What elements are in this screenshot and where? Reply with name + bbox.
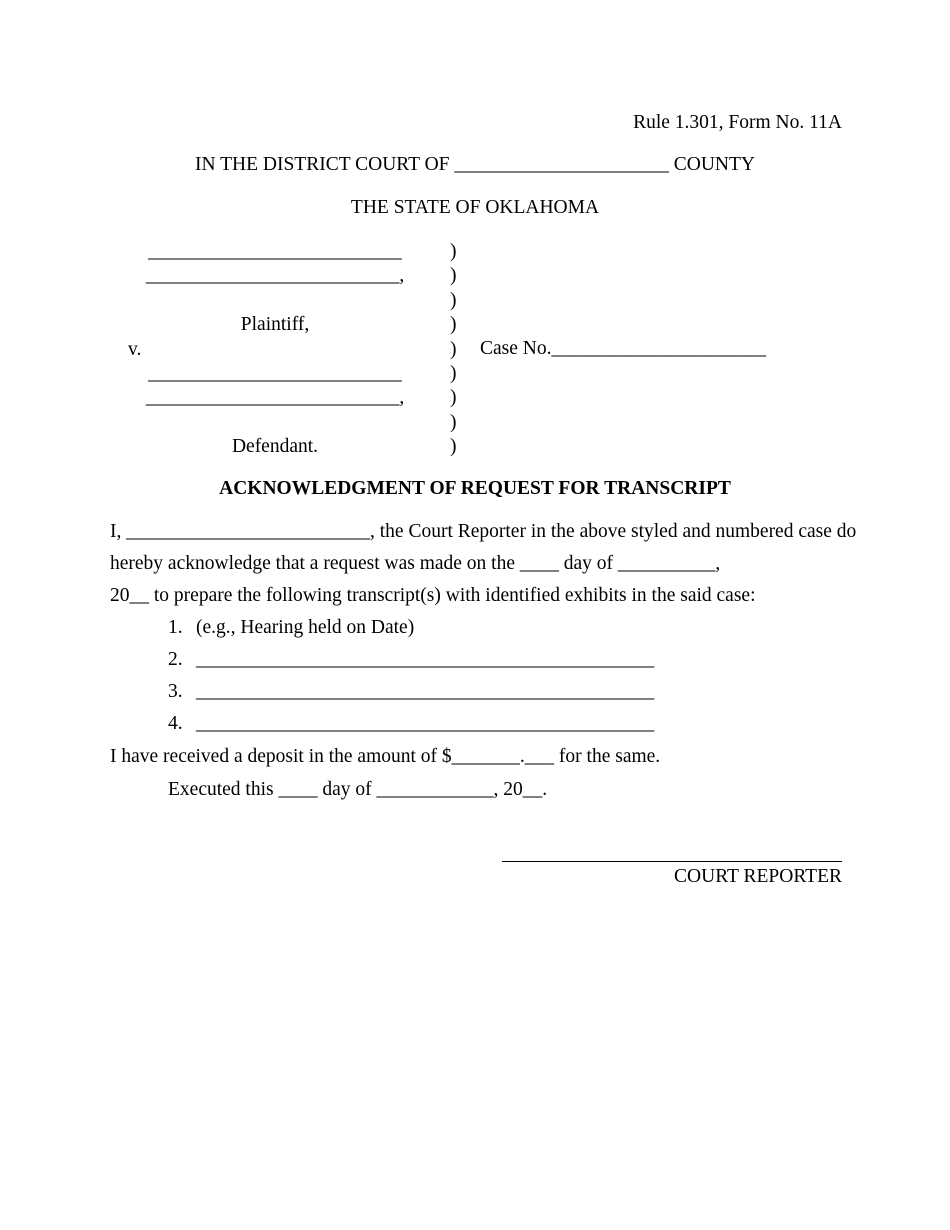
case-caption bbox=[110, 240, 850, 458]
list-item bbox=[110, 617, 870, 649]
deposit-line: I have received a deposit in the amount of $_______.___ for the same. bbox=[110, 746, 661, 767]
list-item-number: 2. bbox=[168, 649, 183, 670]
form-reference: Rule 1.301, Form No. 11A bbox=[633, 112, 842, 133]
executed-line: Executed this ____ day of ____________, 20__. bbox=[168, 779, 548, 800]
document-title: ACKNOWLEDGMENT OF REQUEST FOR TRANSCRIPT bbox=[219, 478, 731, 499]
body-line-3: 20__ to prepare the following transcript(s) with identified exhibits in the said case: bbox=[110, 585, 756, 606]
list-item bbox=[110, 713, 870, 745]
caption-paren: ) bbox=[450, 338, 457, 360]
list-item-text: _______________________________________________ bbox=[196, 649, 655, 670]
caption-paren: ) bbox=[450, 289, 457, 311]
plaintiff-label: Plaintiff, bbox=[240, 314, 310, 336]
defendant-label: Defendant. bbox=[231, 436, 319, 458]
list-item bbox=[110, 681, 870, 713]
signature-label: COURT REPORTER bbox=[674, 866, 842, 887]
list-item-text: (e.g., Hearing held on Date) bbox=[196, 617, 415, 638]
caption-paren: ) bbox=[450, 411, 457, 433]
caption-paren: ) bbox=[450, 387, 457, 409]
caption-paren: ) bbox=[450, 265, 457, 287]
defendant-name-blank-2: __________________________, bbox=[145, 387, 405, 409]
caption-paren: ) bbox=[450, 362, 457, 384]
body-line-2: hereby acknowledge that a request was made on the ____ day of __________, bbox=[110, 553, 721, 574]
case-number-field: Case No.______________________ bbox=[480, 337, 766, 359]
plaintiff-name-blank-1: __________________________ bbox=[148, 241, 402, 262]
list-item-number: 3. bbox=[168, 681, 183, 702]
versus-label: v. bbox=[128, 338, 142, 360]
caption-paren: ) bbox=[450, 436, 457, 458]
caption-rows bbox=[110, 240, 850, 458]
list-item-number: 1. bbox=[168, 617, 183, 638]
court-heading: IN THE DISTRICT COURT OF ______________________ COUNTY bbox=[194, 154, 755, 175]
list-item-text: _______________________________________________ bbox=[196, 713, 655, 734]
state-heading: THE STATE OF OKLAHOMA bbox=[350, 197, 600, 218]
caption-paren: ) bbox=[450, 314, 457, 336]
list-item-number: 4. bbox=[168, 713, 183, 734]
list-item-text: _______________________________________________ bbox=[196, 681, 655, 702]
signature-line bbox=[502, 847, 842, 862]
defendant-name-blank-1: __________________________ bbox=[148, 362, 402, 384]
caption-paren: ) bbox=[450, 241, 457, 262]
plaintiff-name-blank-2: __________________________, bbox=[145, 265, 405, 287]
list-item bbox=[110, 649, 870, 681]
body-line-1: I, _________________________, the Court Reporter in the above styled and numbered case do bbox=[110, 521, 857, 542]
transcript-list bbox=[110, 617, 870, 745]
